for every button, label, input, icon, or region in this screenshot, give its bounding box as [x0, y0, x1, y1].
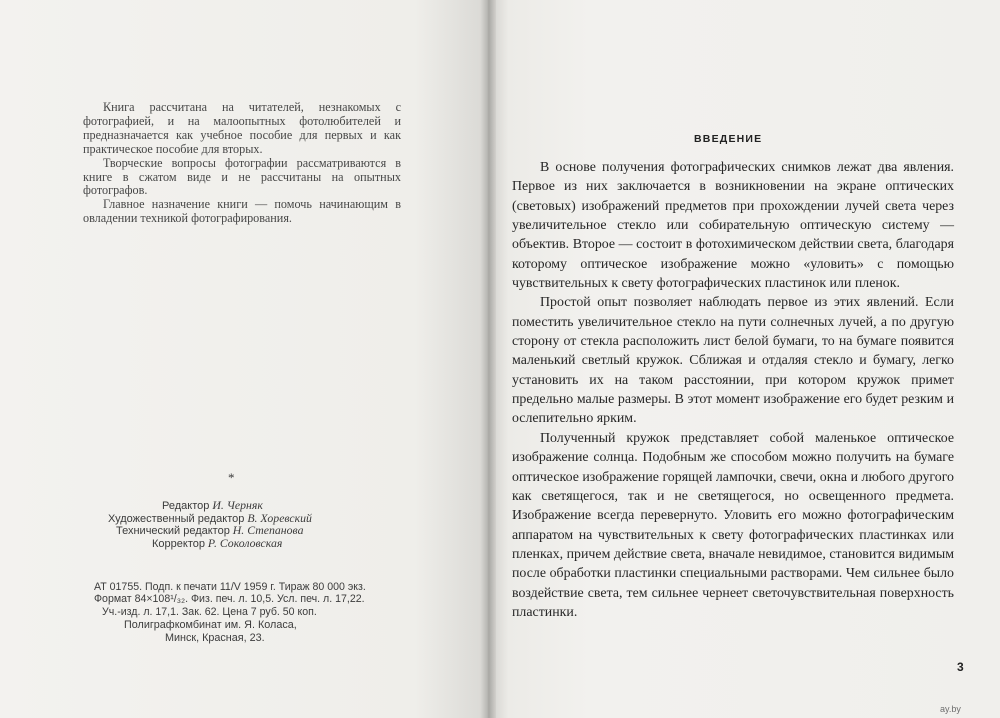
- printer-line: Минск, Красная, 23.: [165, 632, 265, 644]
- body-paragraph: В основе получения фотографических снимков лежат два явления. Первое из них заключается в возникновении на экране оптических (световых) изображений предметов при прохождении лучей света через увеличительное стекло или собирательную оптическую систему — объектив. Второе — состоит в фотохимическом действии света, благодаря которому оптическое изображение можно «уловить» с помощью чувствительных к свету фотографических пластинок или пленок.: [512, 160, 954, 292]
- body-paragraph: Полученный кружок представляет собой маленькое оптическое изображение солнца. Подобным же способом можно получить на бумаге оптическое изображение горящей лампочки, свечи, окна и любого другого как светящегося, так и не светящегося, но освещенного предмета. Изображение всегда перевернуто. Уловить его можно фотографическим аппаратом на чувствительных к свету фотографических пластинках или пленках, причем действие света, вначале невидимое, становится видимым после обработки пластинки специальными растворами. Чем сильнее было воздействие света, тем сильнее чернеет светочувствительная поверхность пластинки.: [512, 430, 954, 620]
- chapter-body: [512, 158, 954, 622]
- body-paragraph: Простой опыт позволяет наблюдать первое из этих явлений. Если поместить увеличительное стекло на пути солнечных лучей, а по другую сторону от стекла расположить лист белой бумаги, то на бумаге появится маленький светлый кружок. Сближая и отдаляя стекло и бумагу, легко установить их на таком расстоянии, при котором кружок примет предельно малые размеры. В этот момент изображение его будет резким и ослепительно ярким.: [512, 295, 954, 427]
- source-watermark: ay.by: [940, 704, 961, 714]
- imprint-line: Формат 84×108¹/₃₂. Физ. печ. л. 10,5. Усл. печ. л. 17,22.: [94, 593, 365, 606]
- imprint-line: Уч.-изд. л. 17,1. Зак. 62. Цена 7 руб. 50 коп.: [102, 605, 317, 618]
- printer-line: Полиграфкомбинат им. Я. Коласа,: [124, 619, 297, 631]
- credit-role: Художественный редактор: [108, 512, 245, 525]
- credit-proofreader: [90, 537, 410, 550]
- section-separator: *: [228, 470, 235, 485]
- credit-name: Р. Соколовская: [207, 535, 283, 550]
- annotation-paragraph: Книга рассчитана на читателей, незнакомых с фотографией, и на малоопытных фотолюбителей и предназначается как учебное пособие для первых и как практическое пособие для вторых.: [83, 100, 401, 156]
- book-annotation: [83, 101, 401, 226]
- credit-role: Технический редактор: [116, 525, 230, 538]
- imprint-line: АТ 01755. Подп. к печати 11/V 1959 г. Тираж 80 000 экз.: [94, 581, 366, 593]
- editorial-credits: [90, 499, 410, 549]
- credit-name: В. Хоревский: [247, 510, 312, 525]
- page-number: 3: [957, 660, 964, 674]
- annotation-paragraph: Главное назначение книги — помочь начинающим в овладении техникой фотографирования.: [83, 197, 401, 226]
- left-page: [0, 0, 488, 718]
- credit-name: И. Черняк: [212, 498, 263, 512]
- book-gutter: [480, 0, 496, 718]
- publication-imprint: [94, 581, 414, 618]
- chapter-heading: ВВЕДЕНИЕ: [694, 133, 763, 145]
- credit-name: Н. Степанова: [232, 523, 304, 538]
- annotation-paragraph: Творческие вопросы фотографии рассматриваются в книге в сжатом виде и не рассчитаны на опытных фотографов.: [83, 155, 401, 198]
- printer-info: [124, 619, 424, 645]
- credit-role: Корректор: [152, 537, 205, 550]
- credit-role: Редактор: [162, 500, 210, 512]
